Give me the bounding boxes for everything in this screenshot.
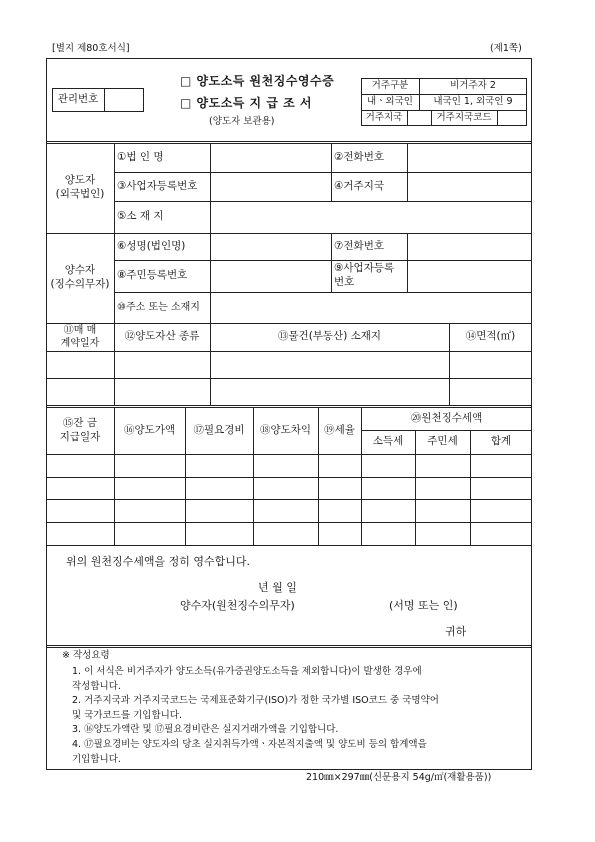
title-receipt: □ 양도소득 원천징수영수증	[180, 74, 335, 88]
resident-reg-label: ⑧주민등록번호	[117, 269, 188, 282]
country-code-label: 거주지국코드	[436, 111, 492, 123]
payer-label: 양수자(원천징수의무자)	[180, 599, 295, 612]
instruction-line: 1. 이 서식은 비거주자가 양도소득(유가증권양도소득을 제외합니다)이 발생한 경우에	[72, 666, 422, 677]
tax-rate-header: ⑲세율	[324, 423, 355, 436]
form-id: [별지 제80호서식]	[52, 43, 130, 54]
area-header: ⑭면적(㎡)	[465, 330, 516, 343]
instruction-line: 작성합니다.	[72, 680, 121, 692]
property-location-header: ⑬물건(부동산) 소재지	[277, 330, 382, 343]
income-tax-header: 소득세	[372, 435, 404, 448]
total-header: 합계	[490, 435, 512, 448]
instruction-line: 3. ⑯양도가액란 및 ⑰필요경비란은 실지거래가액을 기입합니다.	[72, 724, 339, 736]
domestic-value: 내국인 1, 외국인 9	[433, 95, 513, 107]
withholding-tax-header: ⑳원천징수세액	[410, 411, 483, 424]
paper-spec: 210㎜×297㎜(신문용지 54g/㎡(재활용품))	[306, 772, 492, 783]
biz-reg-label: ③사업자등록번호	[117, 179, 198, 192]
address-label: ⑩주소 또는 소재지	[117, 302, 200, 313]
subtitle: (양도자 보관용)	[209, 116, 275, 127]
instruction-line: 기입합니다.	[72, 753, 121, 765]
receipt-statement: 위의 원천징수세액을 정히 영수합니다.	[66, 555, 251, 568]
mgmt-label: 관리번호	[57, 93, 99, 106]
domestic-label: 내ㆍ외국인	[367, 95, 413, 107]
transferee-biz-reg-label: ⑨사업자등록 번호	[334, 262, 395, 288]
page-side: (제1쪽)	[490, 43, 522, 54]
location-label: ⑤소 재 지	[117, 210, 164, 223]
instruction-line: 4. ⑰필요경비는 양도자의 당초 실지취득가액ㆍ자본적지출액 및 양도비 등의 합계액을	[72, 738, 427, 750]
corp-name-label: ①법 인 명	[117, 150, 164, 163]
instructions-list	[72, 665, 439, 767]
country-label: 거주지국	[365, 111, 403, 123]
addressee-label: 귀하	[445, 625, 467, 638]
phone-label: ②전화번호	[334, 150, 384, 163]
transfer-price-header: ⑯양도가액	[123, 423, 176, 436]
final-payment-date-header: ⑮잔 금 지급일자	[59, 416, 101, 443]
transferor-label: 양도자 (외국법인)	[55, 174, 105, 200]
necessary-expense-header: ⑰필요경비	[193, 423, 245, 436]
transferee-phone-label: ⑦전화번호	[334, 239, 384, 252]
instruction-line: 2. 거주지국과 거주지국코드는 국제표준화기구(ISO)가 정한 국가별 ISO코드 중 국명약어	[72, 695, 439, 707]
asset-type-header: ⑫양도자산 종류	[124, 330, 200, 343]
receipt-date: 년 월 일	[258, 581, 297, 594]
instructions-heading: ※ 작성요령	[62, 650, 110, 661]
signature-label: (서명 또는 인)	[389, 599, 458, 612]
instruction-line: 및 국가코드를 기입합니다.	[72, 709, 183, 721]
country-of-residence-label: ④거주지국	[334, 179, 384, 192]
transfer-gain-header: ⑱양도차익	[259, 423, 312, 436]
contract-date-header: ⑪매 매 계약일자	[60, 325, 100, 349]
transferee-label: 양수자 (징수의무자)	[50, 264, 110, 290]
resident-tax-header: 주민세	[427, 435, 458, 448]
residency-value: 비거주자 2	[450, 79, 496, 91]
name-label: ⑥성명(법인명)	[117, 239, 186, 252]
title-statement: □ 양도소득 지 급 조 서	[180, 96, 312, 110]
residency-label: 거주구분	[371, 79, 409, 91]
